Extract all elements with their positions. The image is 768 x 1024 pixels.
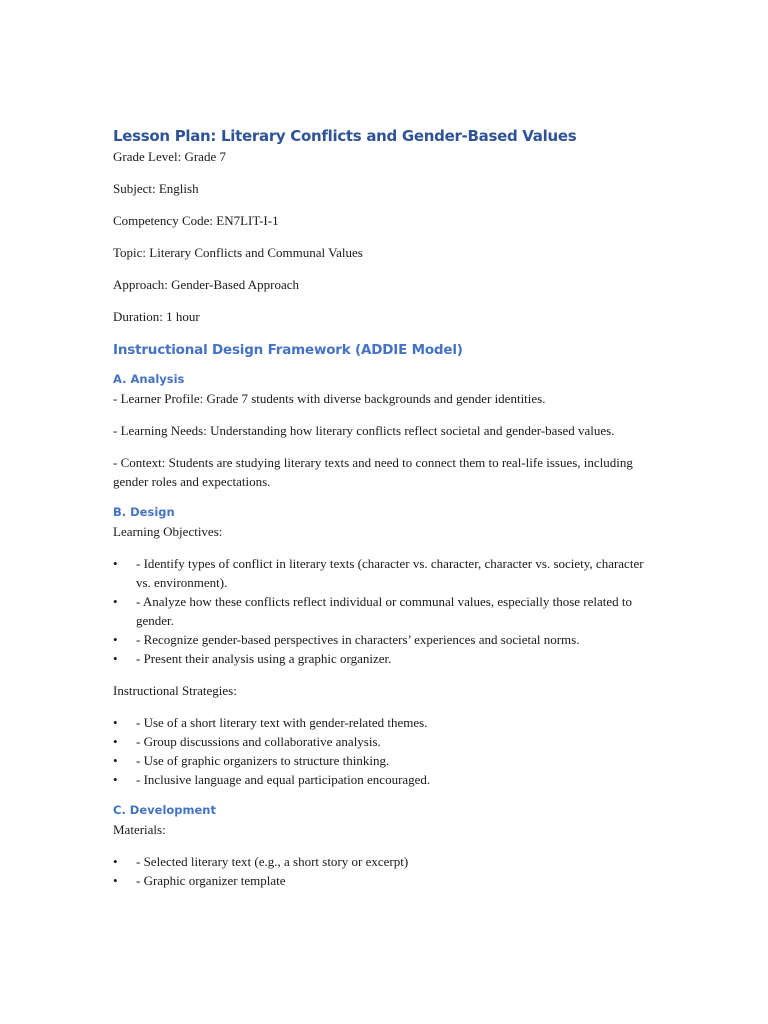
bullet-icon: • [113,594,118,609]
competency-code: Competency Code: EN7LIT-I-1 [113,213,279,228]
design-heading: B. Design [113,505,175,519]
learning-needs: - Learning Needs: Understanding how literary conflicts reflect societal and gender-based values. [113,423,615,438]
list-item: • - Use of a short literary text with gender-related themes. [113,715,428,730]
materials-list [113,852,658,890]
bullet-icon: • [113,734,118,749]
document-body [113,125,658,903]
approach: Approach: Gender-Based Approach [113,277,300,292]
strategies-list [113,713,658,789]
list-item: • - Group discussions and collaborative analysis. [113,734,381,749]
context: - Context: Students are studying literary texts and need to connect them to real-life issues, including gender roles and expectations. [113,455,633,489]
objectives-list [113,554,658,668]
list-item: • - Graphic organizer template [113,873,286,888]
list-item: • - Identify types of conflict in literary texts (character vs. character, character vs. society, character vs. environment). [113,556,644,590]
list-item: • - Recognize gender-based perspectives in characters’ experiences and societal norms. [113,632,580,647]
topic: Topic: Literary Conflicts and Communal Values [113,245,363,260]
analysis-heading: A. Analysis [113,372,185,386]
bullet-icon: • [113,753,118,768]
strategies-label: Instructional Strategies: [113,683,237,698]
list-item: • - Analyze how these conflicts reflect individual or communal values, especially those related to gender. [113,594,632,628]
list-item: • - Inclusive language and equal participation encouraged. [113,772,431,787]
list-item: • - Selected literary text (e.g., a short story or excerpt) [113,854,409,869]
bullet-icon: • [113,651,118,666]
list-item: • - Present their analysis using a graphic organizer. [113,651,392,666]
development-heading: C. Development [113,803,216,817]
bullet-icon: • [113,556,118,571]
framework-heading: Instructional Design Framework (ADDIE Model) [113,342,463,358]
materials-label: Materials: [113,822,166,837]
bullet-icon: • [113,632,118,647]
lesson-metadata [113,147,658,326]
bullet-icon: • [113,772,118,787]
duration: Duration: 1 hour [113,309,200,324]
list-item: • - Use of graphic organizers to structure thinking. [113,753,390,768]
subject: Subject: English [113,181,199,196]
objectives-label: Learning Objectives: [113,524,223,539]
document-title: Lesson Plan: Literary Conflicts and Gender-Based Values [113,127,577,145]
grade-level: Grade Level: Grade 7 [113,149,226,164]
bullet-icon: • [113,715,118,730]
learner-profile: - Learner Profile: Grade 7 students with diverse backgrounds and gender identities. [113,391,546,406]
bullet-icon: • [113,854,118,869]
bullet-icon: • [113,873,118,888]
